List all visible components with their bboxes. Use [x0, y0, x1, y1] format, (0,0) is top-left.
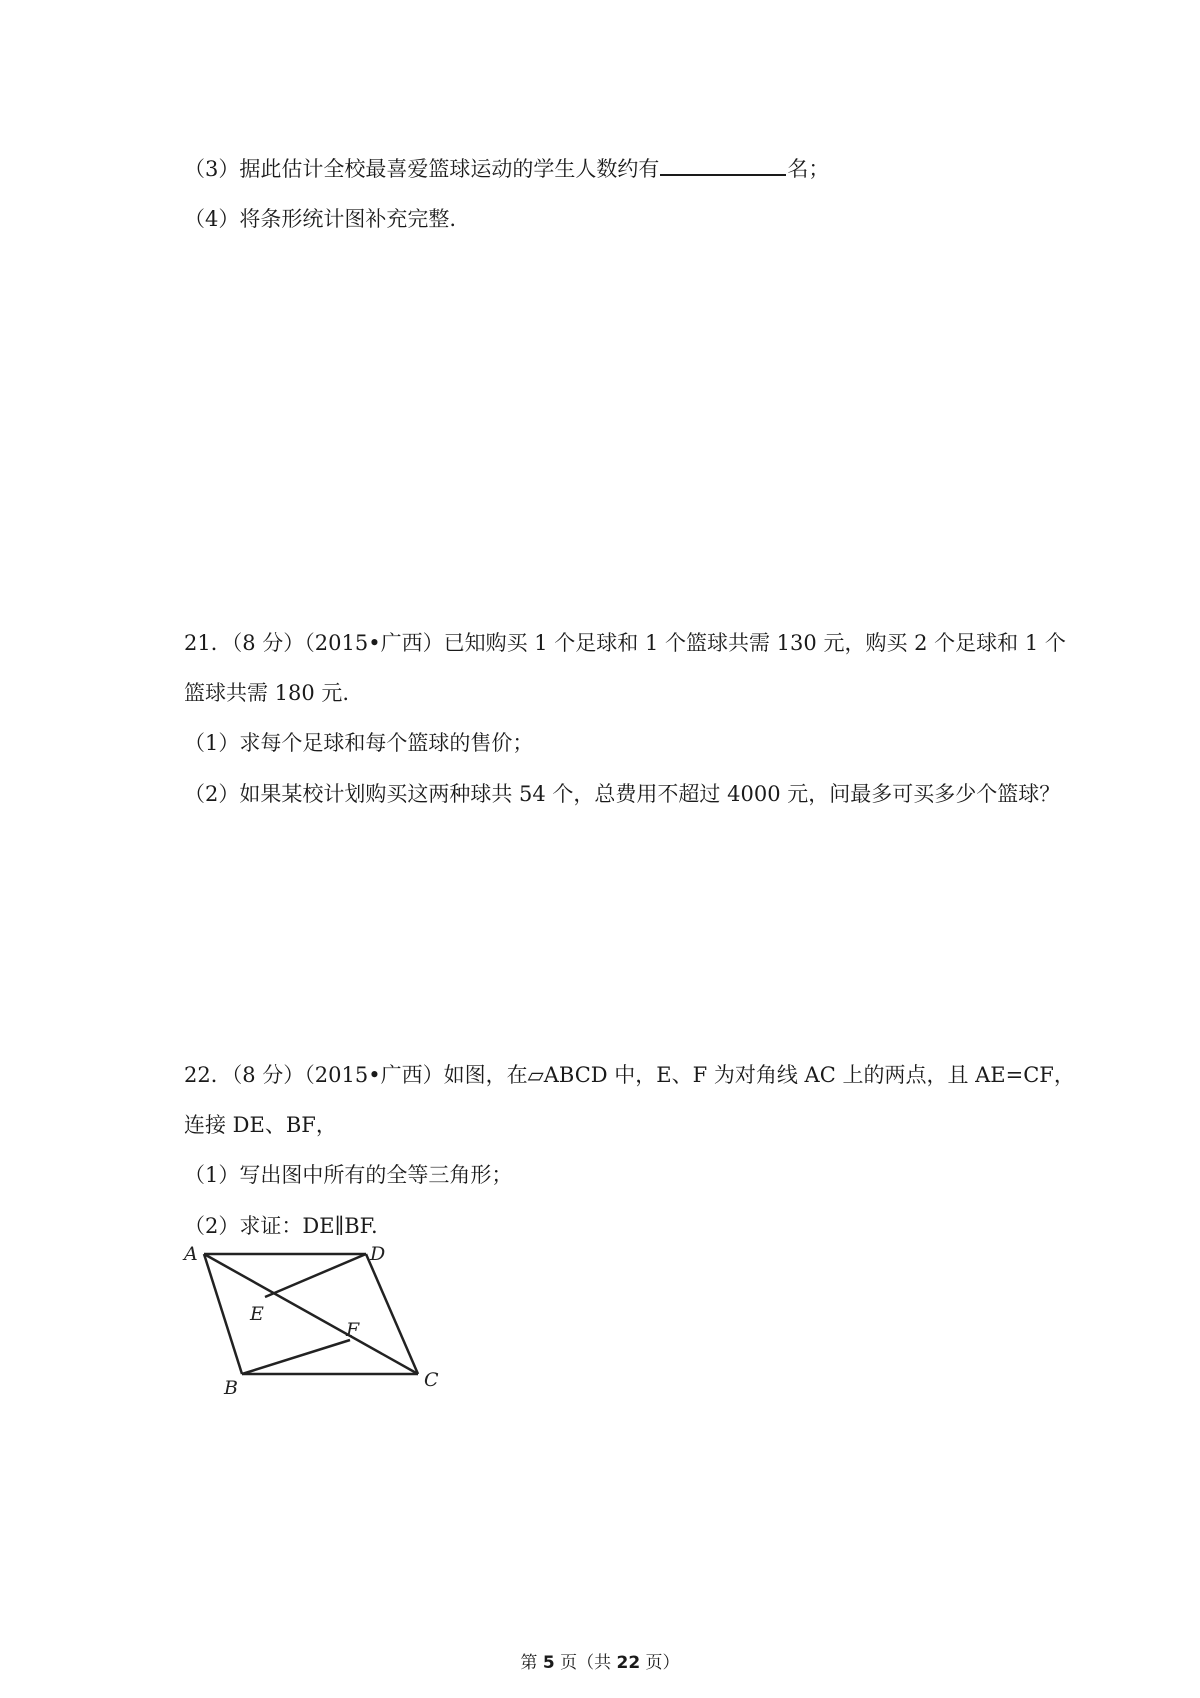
side-dc [366, 1254, 418, 1374]
label-e: E [250, 1303, 264, 1325]
total-pages: 22 [616, 1653, 641, 1673]
segment-bf [242, 1340, 350, 1374]
q21-part2: （2）如果某校计划购买这两种球共 54 个，总费用不超过 4000 元，问最多可买多少个篮球？ [184, 782, 1061, 806]
q20-part3-text: （3）据此估计全校最喜爱篮球运动的学生人数约有 [184, 157, 660, 181]
q20-part3-suffix: 名； [787, 157, 830, 181]
q22-stem-line1: 22．（8 分）（2015•广西）如图，在▱ABCD 中，E、F 为对角线 AC 上的两点，且 AE=CF， [184, 1063, 1075, 1087]
q22-stem-line2: 连接 DE、BF， [184, 1113, 337, 1137]
q20-part3 [184, 152, 829, 184]
parallelogram-figure [180, 1236, 440, 1396]
answer-blank [660, 152, 786, 176]
footer-suffix: 页） [640, 1653, 680, 1673]
page-number: 5 [542, 1653, 555, 1673]
q21-stem-line1: 21．（8 分）（2015•广西）已知购买 1 个足球和 1 个篮球共需 130 元，购买 2 个足球和 1 个 [184, 631, 1066, 655]
page-footer [0, 1648, 1200, 1673]
footer-middle: 页（共 [554, 1653, 617, 1673]
label-d: D [370, 1243, 386, 1265]
label-b: B [224, 1377, 238, 1396]
q22-part2: （2）求证：DE∥BF. [184, 1214, 378, 1238]
q21-part1: （1）求每个足球和每个篮球的售价； [184, 731, 534, 755]
q22-part1: （1）写出图中所有的全等三角形； [184, 1163, 513, 1187]
segment-de [265, 1254, 366, 1297]
q21-stem-line2: 篮球共需 180 元. [184, 681, 350, 705]
label-a: A [184, 1243, 198, 1265]
q20-part4: （4）将条形统计图补充完整. [184, 207, 457, 231]
label-c: C [424, 1369, 439, 1391]
footer-prefix: 第 [520, 1653, 543, 1673]
label-f: F [346, 1319, 360, 1341]
